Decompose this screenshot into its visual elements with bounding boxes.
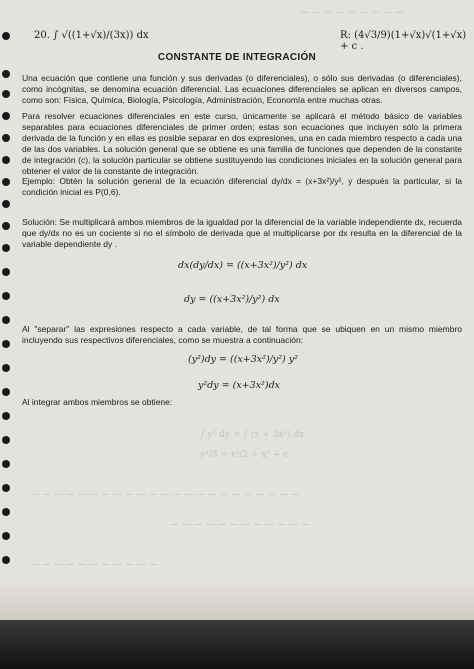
paragraph-separate: Al "separar" las expresiones respecto a cada variable, de tal forma que se ubiquen en un mismo miembro incluyendo sus respectivos diferenciales, como se muestra a continuación: — [22, 324, 462, 345]
exercise-integral: ∫ √((1+√x)/(3x)) dx — [53, 30, 149, 41]
equation-4: y²dy = (x+3x²)dx — [198, 380, 281, 391]
paragraph-method: Para resolver ecuaciones diferenciales en este curso, únicamente se aplicará el método básico de variables separables para ecuaciones diferenciales de primer orden; estas son ecuaciones que incluyen sólo la primera derivada de la función y en ellas es posible separar en dos expresiones, una en cada miembro respecto a cada una de las dos variables. La solución general que se obtiene es una familia de funciones que dependen de la constante de integración (c), la solución particular se obtiene sustituyendo las condiciones iniciales en la solución general para obtener el valor de la constante de integración. — [22, 111, 462, 176]
exercise-label: 20. — [34, 30, 50, 41]
bleed-through-line: ∫ y² dy = ∫ (x + 3x²) dx — [200, 430, 305, 440]
paragraph-integrate: Al integrar ambos miembros se obtiene: — [22, 397, 173, 407]
binder-hole-icon — [2, 580, 10, 588]
equation-1: dx(dy/dx) = ((x+3x²)/y²) dx — [178, 260, 308, 271]
bleed-through-line: — — — — — — — — — — — — — — — — — — — — — — — — [30, 490, 300, 500]
bleed-through-line: y³/3 = x²/2 + x³ + c — [200, 450, 289, 460]
exercise-20-answer: R: (4√3/9)(1+√x)√(1+√x) + c . — [340, 30, 467, 52]
scanner-shadow — [0, 620, 474, 669]
paragraph-intro: Una ecuación que contiene una función y sus derivadas (o diferenciales), o sólo sus derivadas (o diferenciales), como incógnitas, se denomina ecuación diferencial. Las ecuaciones diferenciales se aplican en diversos campos, como son: Física, Química, Biología, Psicología, Administración, Economía entre muchas otras. — [22, 73, 462, 105]
equation-2: dy = ((x+3x²)/y²) dx — [184, 294, 280, 305]
section-title: CONSTANTE DE INTEGRACIÓN — [157, 52, 317, 63]
paragraph-example: Ejemplo: Obtén la solución general de la ecuación diferencial dy/dx = (x+3x²)/y², y después la particular, si la condición inicial es P(0,6). — [22, 176, 462, 197]
exercise-20 — [34, 30, 149, 41]
bleed-through-line: — — — — — — — — — — [300, 8, 404, 18]
paragraph-solution: Solución: Se multiplicará ambos miembros de la igualdad por la diferencial de la variable independiente dx, recuerda que dy/dx no es un cociente si no el símbolo de derivada que al multiplicarse por dx resulta en la diferencial de la variable dependiente dy . — [22, 217, 462, 249]
equation-3: (y²)dy = ((x+3x²)/y²) y² — [188, 354, 298, 365]
bleed-through-line: — — — — — — — — — — — — [30, 560, 158, 570]
bleed-through-line: — — — — — — — — — — — — — [170, 520, 310, 530]
